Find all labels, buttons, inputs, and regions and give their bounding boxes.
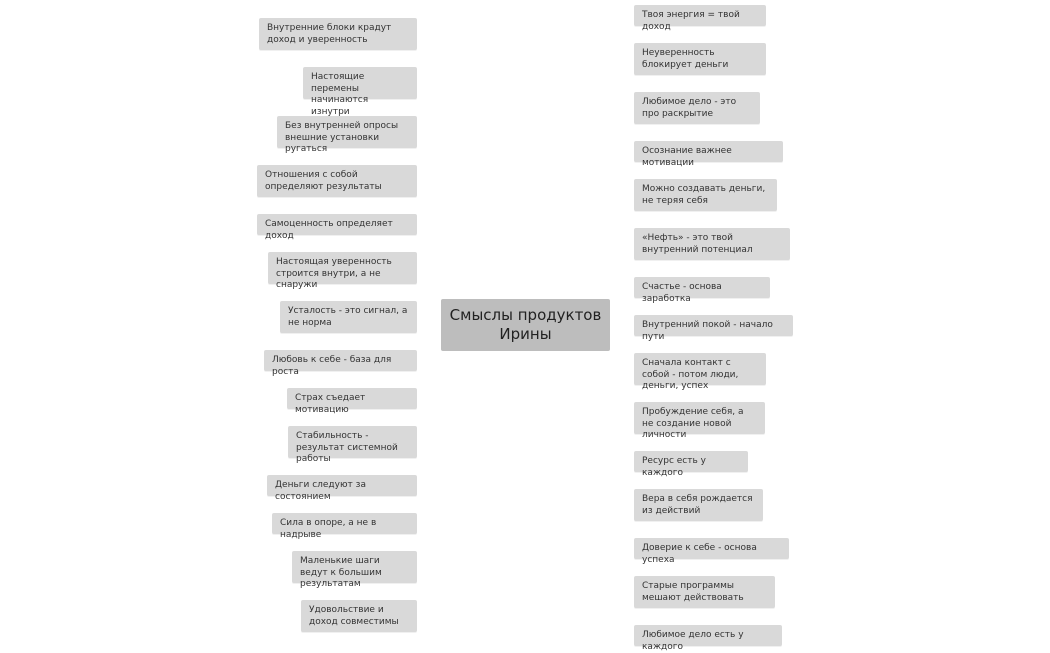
- left-node-13[interactable]: Маленькие шаги ведут к большим результатам: [292, 551, 417, 583]
- right-node-11[interactable]: Ресурс есть у каждого: [634, 451, 748, 472]
- left-node-10[interactable]: Стабильность - результат системной работы: [288, 426, 417, 458]
- left-node-2[interactable]: Настоящие перемены начинаются изнутри: [303, 67, 417, 99]
- right-node-8[interactable]: Внутренний покой - начало пути: [634, 315, 793, 336]
- left-node-9[interactable]: Страх съедает мотивацию: [287, 388, 417, 409]
- right-node-9[interactable]: Сначала контакт с собой - потом люди, деньги, успех: [634, 353, 766, 385]
- left-node-8[interactable]: Любовь к себе - база для роста: [264, 350, 417, 371]
- left-node-4[interactable]: Отношения с собой определяют результаты: [257, 165, 417, 197]
- left-node-12[interactable]: Сила в опоре, а не в надрыве: [272, 513, 417, 534]
- left-node-1[interactable]: Внутренние блоки крадут доход и уверенность: [259, 18, 417, 50]
- right-node-15[interactable]: Любимое дело есть у каждого: [634, 625, 782, 646]
- right-node-3[interactable]: Любимое дело - это про раскрытие: [634, 92, 760, 124]
- right-node-12[interactable]: Вера в себя рождается из действий: [634, 489, 763, 521]
- left-node-5[interactable]: Самоценность определяет доход: [257, 214, 417, 235]
- right-node-5[interactable]: Можно создавать деньги, не теряя себя: [634, 179, 777, 211]
- left-node-11[interactable]: Деньги следуют за состоянием: [267, 475, 417, 496]
- central-topic-title: Смыслы продуктов Ирины: [449, 306, 602, 343]
- left-node-7[interactable]: Усталость - это сигнал, а не норма: [280, 301, 417, 333]
- right-node-10[interactable]: Пробуждение себя, а не создание новой личности: [634, 402, 765, 434]
- right-node-13[interactable]: Доверие к себе - основа успеха: [634, 538, 789, 559]
- right-node-6[interactable]: «Нефть» - это твой внутренний потенциал: [634, 228, 790, 260]
- right-node-2[interactable]: Неуверенность блокирует деньги: [634, 43, 766, 75]
- central-topic[interactable]: [441, 299, 610, 351]
- right-node-7[interactable]: Счастье - основа заработка: [634, 277, 770, 298]
- right-node-4[interactable]: Осознание важнее мотивации: [634, 141, 783, 162]
- left-node-3[interactable]: Без внутренней опросы внешние установки ругаться: [277, 116, 417, 148]
- right-node-14[interactable]: Старые программы мешают действовать: [634, 576, 775, 608]
- left-node-6[interactable]: Настоящая уверенность строится внутри, а не снаружи: [268, 252, 417, 284]
- left-node-14[interactable]: Удовольствие и доход совместимы: [301, 600, 417, 632]
- right-node-1[interactable]: Твоя энергия = твой доход: [634, 5, 766, 26]
